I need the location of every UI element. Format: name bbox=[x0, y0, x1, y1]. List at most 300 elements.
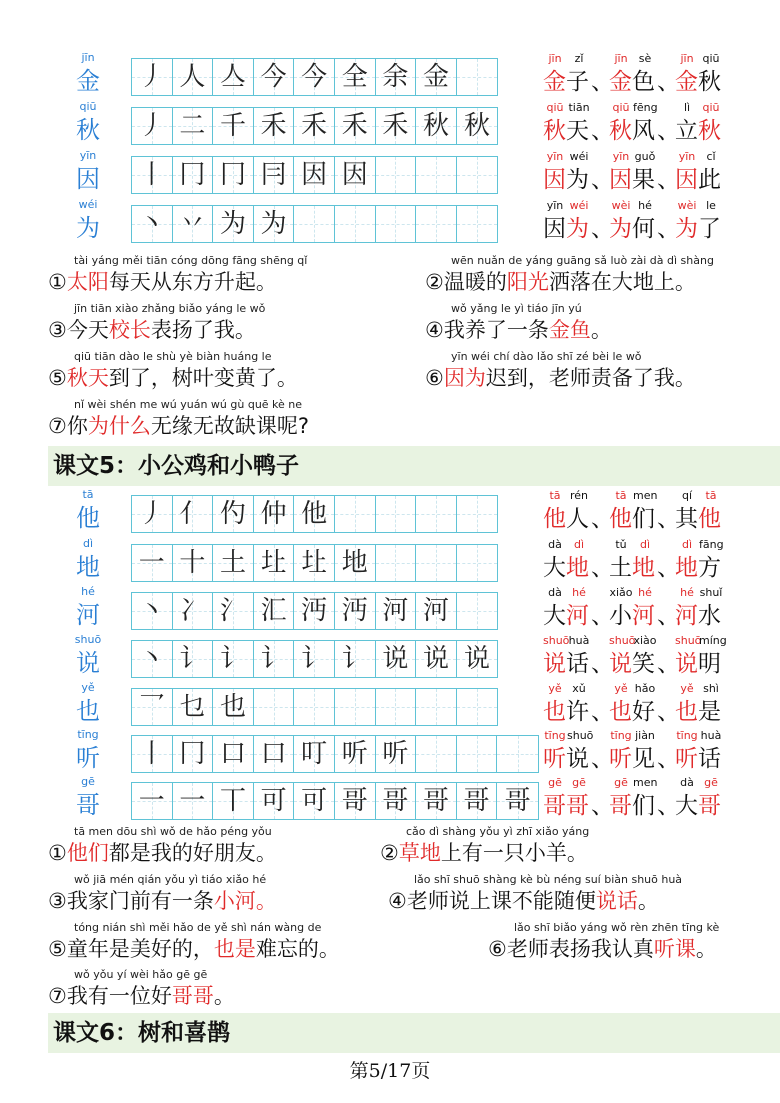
word-chars bbox=[543, 213, 591, 245]
char-pinyin: gē bbox=[81, 775, 95, 788]
word-chars bbox=[609, 790, 657, 822]
word-char: 小 bbox=[609, 603, 632, 629]
stroke-step: 听 bbox=[341, 739, 368, 769]
stroke-step: 禾 bbox=[301, 111, 328, 141]
word-separator: 、 bbox=[591, 216, 614, 242]
word-pinyin bbox=[609, 586, 657, 600]
sentence-pinyin: cǎo dì shàng yǒu yì zhī xiǎo yáng bbox=[406, 825, 590, 838]
char-row bbox=[0, 776, 780, 824]
example-sentence bbox=[48, 968, 235, 1010]
word-char: 因 bbox=[609, 167, 632, 193]
word-char: 说 bbox=[543, 651, 566, 677]
word-pinyin bbox=[675, 150, 723, 164]
stroke-step: 丶 bbox=[138, 596, 165, 626]
sentence-part: ① bbox=[48, 270, 67, 294]
grid-cell bbox=[416, 108, 457, 144]
word-pinyin-syllable: tā bbox=[615, 489, 627, 502]
vocab-word bbox=[609, 634, 657, 680]
word-char: 方 bbox=[698, 555, 721, 581]
grid-cell bbox=[173, 736, 214, 772]
sentence-pinyin: wǒ yǎng le yì tiáo jīn yú bbox=[451, 302, 582, 315]
vocab-word bbox=[675, 729, 723, 775]
sentence-pinyin: lǎo shī biǎo yáng wǒ rèn zhēn tīng kè bbox=[514, 921, 720, 934]
word-pinyin-syllable: shuō bbox=[609, 634, 636, 647]
sentence-pinyin: nǐ wèi shén me wú yuán wú gù quē kè ne bbox=[74, 398, 303, 411]
word-pinyin-syllable: qiū bbox=[702, 101, 720, 114]
stroke-step: 讠 bbox=[179, 644, 206, 674]
vocab-word bbox=[543, 101, 591, 147]
word-char: 果 bbox=[632, 167, 655, 193]
char-row bbox=[0, 586, 780, 634]
grid-cell bbox=[457, 157, 498, 193]
word-chars bbox=[543, 696, 591, 728]
word-list bbox=[543, 586, 723, 632]
char-pinyin: yīn bbox=[79, 149, 97, 162]
example-sentence bbox=[488, 921, 719, 963]
word-pinyin-syllable: hǎo bbox=[634, 682, 656, 695]
word-chars bbox=[543, 164, 591, 196]
stroke-step: 河 bbox=[422, 596, 449, 626]
word-chars bbox=[675, 696, 723, 728]
word-char: 大 bbox=[543, 555, 566, 581]
sentence-text bbox=[425, 364, 696, 392]
sentence-part: ④老师说上课不能随便 bbox=[388, 889, 596, 913]
word-pinyin bbox=[543, 52, 591, 66]
example-sentence bbox=[380, 825, 589, 867]
word-char: 地 bbox=[566, 555, 589, 581]
word-chars bbox=[675, 503, 723, 535]
stroke-step: 禾 bbox=[260, 111, 287, 141]
word-pinyin-syllable: men bbox=[633, 489, 658, 502]
stroke-step: 沔 bbox=[301, 596, 328, 626]
word-separator: 、 bbox=[591, 167, 614, 193]
grid-cell bbox=[173, 783, 214, 819]
stroke-step: 冫 bbox=[179, 596, 206, 626]
word-separator: 、 bbox=[657, 216, 680, 242]
word-pinyin-syllable: le bbox=[706, 199, 716, 212]
word-pinyin-syllable: hé bbox=[680, 586, 694, 599]
word-pinyin bbox=[543, 729, 594, 743]
word-char: 河 bbox=[566, 603, 589, 629]
stroke-step: 禾 bbox=[341, 111, 368, 141]
word-char: 说 bbox=[566, 746, 589, 772]
stroke-step: 一 bbox=[138, 548, 165, 578]
grid-cell bbox=[213, 641, 254, 677]
stroke-step: 今 bbox=[301, 62, 328, 92]
vocab-word bbox=[609, 682, 657, 728]
word-pinyin bbox=[675, 538, 723, 552]
stroke-step: 冂 bbox=[179, 160, 206, 190]
char-row bbox=[0, 682, 780, 730]
word-pinyin-syllable: huà bbox=[700, 729, 722, 742]
grid-cell bbox=[497, 736, 538, 772]
stroke-step: 余 bbox=[382, 62, 409, 92]
vocab-word bbox=[675, 199, 723, 245]
grid-cell bbox=[173, 545, 214, 581]
word-chars bbox=[675, 66, 723, 98]
word-pinyin-syllable: sè bbox=[638, 52, 652, 65]
word-pinyin-syllable: dà bbox=[548, 538, 562, 551]
example-sentence bbox=[48, 921, 340, 963]
word-char: 听 bbox=[609, 746, 632, 772]
example-sentence bbox=[425, 350, 696, 392]
word-char: 因 bbox=[675, 167, 698, 193]
word-pinyin-syllable: wéi bbox=[569, 150, 589, 163]
sentence-part: 他们 bbox=[66, 841, 109, 865]
grid-cell bbox=[254, 108, 295, 144]
sentence-text bbox=[48, 935, 340, 963]
grid-cell bbox=[132, 641, 173, 677]
word-pinyin bbox=[609, 101, 657, 115]
sentence-part: ③今天 bbox=[48, 318, 109, 342]
word-pinyin-syllable: shuō bbox=[543, 634, 570, 647]
word-pinyin-syllable: yě bbox=[548, 682, 562, 695]
char-large: 河 bbox=[76, 601, 100, 629]
grid-cell bbox=[294, 689, 335, 725]
stroke-step: 听 bbox=[382, 739, 409, 769]
stroke-step: 亼 bbox=[219, 62, 246, 92]
stroke-step: 因 bbox=[341, 160, 368, 190]
char-large: 也 bbox=[76, 697, 100, 725]
grid-cell bbox=[457, 689, 498, 725]
grid-cell bbox=[416, 689, 457, 725]
word-pinyin-syllable: qiū bbox=[702, 52, 720, 65]
sentence-part: ⑦我有一位好 bbox=[48, 984, 172, 1008]
grid-cell bbox=[376, 108, 417, 144]
word-pinyin-syllable: xiǎo bbox=[609, 586, 633, 599]
word-separator: 、 bbox=[591, 506, 614, 532]
grid-cell bbox=[457, 641, 498, 677]
vocab-word bbox=[543, 52, 591, 98]
stroke-step: 丨 bbox=[138, 739, 165, 769]
stroke-step: 秋 bbox=[422, 111, 449, 141]
word-pinyin-syllable: qiū bbox=[612, 101, 630, 114]
grid-cell bbox=[132, 545, 173, 581]
sentence-pinyin: jīn tiān xiào zhǎng biǎo yáng le wǒ bbox=[74, 302, 266, 315]
grid-cell bbox=[457, 59, 498, 95]
stroke-step: 冃 bbox=[260, 160, 287, 190]
word-char: 金 bbox=[543, 69, 566, 95]
word-pinyin-syllable: dà bbox=[680, 776, 694, 789]
word-char: 听 bbox=[543, 746, 566, 772]
grid-cell bbox=[254, 736, 295, 772]
word-chars bbox=[609, 503, 657, 535]
word-pinyin-syllable: fēng bbox=[633, 101, 658, 114]
stroke-step: 哥 bbox=[463, 786, 490, 816]
word-separator: 、 bbox=[657, 603, 680, 629]
stroke-step: 冂 bbox=[179, 739, 206, 769]
word-pinyin-syllable: yīn bbox=[546, 199, 564, 212]
sentence-part: 因为 bbox=[443, 366, 486, 390]
stroke-step: 为 bbox=[260, 209, 287, 239]
stroke-grid bbox=[131, 688, 498, 726]
word-char: 因 bbox=[543, 216, 566, 242]
grid-cell bbox=[416, 157, 457, 193]
grid-cell bbox=[213, 206, 254, 242]
stroke-step: 说 bbox=[464, 644, 491, 674]
char-pinyin: wéi bbox=[78, 198, 98, 211]
word-char: 土 bbox=[609, 555, 632, 581]
vocab-word bbox=[675, 538, 723, 584]
word-separator: 、 bbox=[657, 506, 680, 532]
grid-cell bbox=[173, 641, 214, 677]
vocab-word bbox=[543, 489, 591, 535]
word-pinyin-syllable: zǐ bbox=[574, 52, 584, 65]
grid-cell bbox=[497, 783, 538, 819]
word-pinyin-syllable: huà bbox=[568, 634, 590, 647]
word-pinyin bbox=[609, 682, 657, 696]
word-list bbox=[543, 101, 723, 147]
stroke-step: 可 bbox=[301, 786, 328, 816]
stroke-step: 仲 bbox=[260, 499, 287, 529]
stroke-step: 口 bbox=[260, 739, 287, 769]
word-pinyin-syllable: xǔ bbox=[572, 682, 586, 695]
sentence-pinyin: lǎo shī shuō shàng kè bù néng suí biàn shuō huà bbox=[414, 873, 683, 886]
sentence-text bbox=[380, 839, 589, 867]
word-char: 子 bbox=[566, 69, 589, 95]
char-row bbox=[0, 634, 780, 682]
word-pinyin-syllable: gē bbox=[572, 776, 586, 789]
section5-title: 课文5：小公鸡和小鸭子 bbox=[53, 453, 300, 479]
stroke-step: 一 bbox=[179, 786, 206, 816]
word-char: 哥 bbox=[609, 793, 632, 819]
grid-cell bbox=[416, 783, 457, 819]
sentence-part: ④我养了一条 bbox=[425, 318, 549, 342]
char-row bbox=[0, 538, 780, 586]
sentence-pinyin: yīn wéi chí dào lǎo shī zé bèi le wǒ bbox=[451, 350, 642, 363]
section6-header bbox=[48, 1013, 780, 1053]
grid-cell bbox=[457, 545, 498, 581]
stroke-step: 可 bbox=[260, 786, 287, 816]
grid-cell bbox=[213, 783, 254, 819]
grid-cell bbox=[213, 157, 254, 193]
stroke-step: 全 bbox=[341, 62, 368, 92]
word-char: 河 bbox=[675, 603, 698, 629]
grid-cell bbox=[294, 641, 335, 677]
word-pinyin-syllable: tīng bbox=[676, 729, 698, 742]
grid-cell bbox=[335, 59, 376, 95]
stroke-step: 哥 bbox=[504, 786, 531, 816]
grid-cell bbox=[254, 593, 295, 629]
grid-cell bbox=[457, 736, 498, 772]
char-row bbox=[0, 150, 780, 198]
word-pinyin bbox=[609, 538, 657, 552]
grid-cell bbox=[213, 593, 254, 629]
grid-cell bbox=[173, 206, 214, 242]
char-pinyin: shuō bbox=[74, 633, 102, 646]
word-char: 为 bbox=[566, 216, 589, 242]
word-separator: 、 bbox=[591, 699, 614, 725]
word-char: 因 bbox=[543, 167, 566, 193]
stroke-step: 人 bbox=[179, 62, 206, 92]
word-char: 他 bbox=[698, 506, 721, 532]
word-list bbox=[543, 682, 723, 728]
word-list bbox=[543, 538, 723, 584]
sentence-part: 到了，树叶变黄了。 bbox=[108, 366, 298, 390]
stroke-grid bbox=[131, 640, 498, 678]
sentence-part: 。 bbox=[213, 984, 235, 1008]
word-pinyin bbox=[675, 634, 727, 648]
section5-header bbox=[48, 446, 780, 486]
word-pinyin bbox=[675, 101, 723, 115]
vocab-word bbox=[675, 776, 723, 822]
word-pinyin-syllable: rén bbox=[569, 489, 589, 502]
word-char: 此 bbox=[698, 167, 721, 193]
grid-cell bbox=[132, 206, 173, 242]
grid-cell bbox=[457, 206, 498, 242]
char-row bbox=[0, 52, 780, 100]
grid-cell bbox=[294, 206, 335, 242]
grid-cell bbox=[376, 593, 417, 629]
word-separator: 、 bbox=[591, 651, 614, 677]
word-separator: 、 bbox=[591, 746, 614, 772]
example-sentence bbox=[48, 873, 277, 915]
word-chars bbox=[675, 790, 723, 822]
word-separator: 、 bbox=[591, 603, 614, 629]
stroke-grid bbox=[131, 592, 498, 630]
sentence-text bbox=[388, 887, 682, 915]
sentence-part: 听课 bbox=[653, 937, 696, 961]
word-separator: 、 bbox=[657, 699, 680, 725]
word-list bbox=[543, 729, 723, 775]
word-char: 风 bbox=[632, 118, 655, 144]
stroke-step: 他 bbox=[301, 499, 328, 529]
grid-cell bbox=[132, 593, 173, 629]
word-list bbox=[543, 776, 723, 822]
stroke-step: 叮 bbox=[301, 739, 328, 769]
grid-cell bbox=[335, 157, 376, 193]
sentence-part: 哥哥 bbox=[171, 984, 214, 1008]
grid-cell bbox=[254, 641, 295, 677]
stroke-step: 冂 bbox=[219, 160, 246, 190]
word-separator: 、 bbox=[591, 555, 614, 581]
grid-cell bbox=[132, 108, 173, 144]
word-pinyin-syllable: wéi bbox=[569, 199, 589, 212]
sentence-pinyin: wǒ yǒu yí wèi hǎo gē gē bbox=[74, 968, 208, 981]
grid-cell bbox=[416, 736, 457, 772]
vocab-word bbox=[543, 150, 591, 196]
grid-cell bbox=[132, 59, 173, 95]
sentence-part: 太阳 bbox=[66, 270, 109, 294]
vocab-word bbox=[609, 776, 657, 822]
grid-cell bbox=[294, 545, 335, 581]
char-row bbox=[0, 101, 780, 149]
example-sentence bbox=[48, 302, 265, 344]
example-sentence bbox=[425, 302, 612, 344]
word-chars bbox=[609, 648, 657, 680]
stroke-step: 说 bbox=[422, 644, 449, 674]
example-sentence bbox=[48, 398, 309, 440]
grid-cell bbox=[416, 593, 457, 629]
stroke-step: 讠 bbox=[341, 644, 368, 674]
stroke-step: 丿 bbox=[138, 111, 165, 141]
word-separator: 、 bbox=[657, 651, 680, 677]
grid-cell bbox=[132, 736, 173, 772]
grid-cell bbox=[376, 689, 417, 725]
vocab-word bbox=[609, 150, 657, 196]
sentence-part: 。 bbox=[637, 889, 659, 913]
word-char: 其 bbox=[675, 506, 698, 532]
vocab-word bbox=[609, 101, 657, 147]
grid-cell bbox=[132, 689, 173, 725]
word-chars bbox=[609, 164, 657, 196]
grid-cell bbox=[294, 59, 335, 95]
stroke-step: 丶 bbox=[138, 644, 165, 674]
word-pinyin bbox=[543, 538, 591, 552]
word-char: 秋 bbox=[543, 118, 566, 144]
word-pinyin bbox=[543, 199, 591, 213]
word-char: 他 bbox=[543, 506, 566, 532]
sentence-text bbox=[488, 935, 719, 963]
word-chars bbox=[609, 743, 657, 775]
word-pinyin-syllable: tīng bbox=[610, 729, 632, 742]
word-pinyin-syllable: tā bbox=[705, 489, 717, 502]
char-large: 地 bbox=[76, 553, 100, 581]
stroke-grid bbox=[131, 782, 539, 820]
stroke-grid bbox=[131, 735, 539, 773]
grid-cell bbox=[376, 736, 417, 772]
word-chars bbox=[675, 743, 723, 775]
word-char: 明 bbox=[698, 651, 721, 677]
grid-cell bbox=[173, 593, 214, 629]
grid-cell bbox=[294, 593, 335, 629]
sentence-text bbox=[48, 412, 309, 440]
word-pinyin-syllable: qiū bbox=[546, 101, 564, 114]
vocab-word bbox=[675, 634, 727, 680]
vocab-word bbox=[543, 199, 591, 245]
word-pinyin-syllable: dì bbox=[573, 538, 585, 551]
word-char: 也 bbox=[543, 699, 566, 725]
word-char: 秋 bbox=[609, 118, 632, 144]
word-pinyin bbox=[675, 489, 723, 503]
word-chars bbox=[609, 696, 657, 728]
word-pinyin-syllable: gē bbox=[614, 776, 628, 789]
grid-cell bbox=[294, 736, 335, 772]
grid-cell bbox=[173, 59, 214, 95]
vocab-word bbox=[609, 199, 657, 245]
sentence-part: 小河。 bbox=[213, 889, 277, 913]
grid-cell bbox=[376, 157, 417, 193]
sentence-text bbox=[48, 268, 307, 296]
stroke-grid bbox=[131, 107, 498, 145]
sentence-part: 为什么 bbox=[87, 414, 151, 438]
stroke-step: 今 bbox=[260, 62, 287, 92]
vocab-word bbox=[609, 729, 657, 775]
grid-cell bbox=[376, 783, 417, 819]
grid-cell bbox=[416, 641, 457, 677]
sentence-part: ① bbox=[48, 841, 67, 865]
word-char: 哥 bbox=[698, 793, 721, 819]
grid-cell bbox=[376, 641, 417, 677]
example-sentence bbox=[48, 825, 277, 867]
stroke-step: 哥 bbox=[341, 786, 368, 816]
grid-cell bbox=[457, 496, 498, 532]
grid-cell bbox=[335, 736, 376, 772]
sentence-text bbox=[48, 887, 277, 915]
word-pinyin-syllable: dà bbox=[548, 586, 562, 599]
word-chars bbox=[675, 600, 723, 632]
char-pinyin: jīn bbox=[81, 51, 95, 64]
word-pinyin-syllable: yīn bbox=[678, 150, 696, 163]
grid-cell bbox=[376, 545, 417, 581]
word-separator: 、 bbox=[657, 167, 680, 193]
word-pinyin-syllable: shuō bbox=[675, 634, 702, 647]
char-large: 为 bbox=[76, 214, 100, 242]
sentence-part: 洒落在大地上。 bbox=[548, 270, 696, 294]
section6-title: 课文6：树和喜鹊 bbox=[53, 1020, 231, 1046]
word-pinyin-syllable: jīn bbox=[614, 52, 628, 65]
stroke-step: 土 bbox=[219, 548, 246, 578]
